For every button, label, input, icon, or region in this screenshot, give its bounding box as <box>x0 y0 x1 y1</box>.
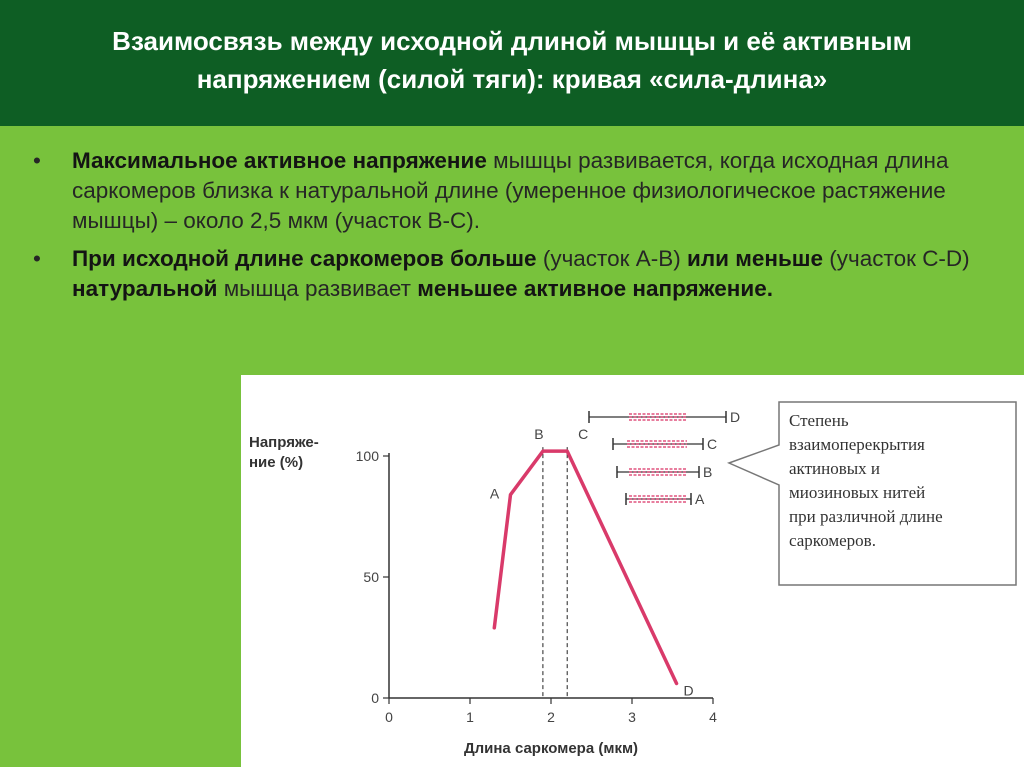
point-label-c: C <box>578 426 589 443</box>
bullet-2-text-2: (участок С-D) <box>823 246 970 271</box>
title-bar <box>0 0 1024 126</box>
bullet-1 <box>30 146 990 236</box>
schematic-label: B <box>703 464 713 480</box>
title-line-1: Взаимосвязь между исходной длиной мышцы и её активным <box>112 26 912 56</box>
point-label-b: B <box>534 426 544 443</box>
point-label-d: D <box>683 682 694 699</box>
x-tick-label: 0 <box>385 709 393 725</box>
callout-line: актиновых и <box>789 459 881 478</box>
callout-line: взаимоперекрытия <box>789 435 925 454</box>
x-tick-label: 4 <box>709 709 717 725</box>
title-line-2: напряжением (силой тяги): кривая «сила-длина» <box>196 64 828 94</box>
bullet-1-text: мышцы развивается, когда исходная длина саркомеров близка к натуральной длине (умеренное физиологическое растяжение мышцы) – около 2,5 мкм (участок B-C). <box>72 148 949 233</box>
figure-panel <box>241 375 1024 767</box>
callout-line: миозиновых нитей <box>789 483 926 502</box>
bullet-2-text-3: мышца развивает <box>217 276 418 301</box>
bullet-2 <box>30 244 990 304</box>
slide-title <box>32 22 992 98</box>
bullet-marker: • <box>33 148 41 173</box>
bullet-2-bold-4: меньшее активное напряжение. <box>417 276 773 301</box>
bullet-2-bold-3: натуральной <box>72 276 218 301</box>
callout-line: при различной длине <box>789 507 943 526</box>
x-tick-label: 2 <box>547 709 555 725</box>
bullet-2-bold-2: или меньше <box>686 246 824 271</box>
bullet-marker: • <box>33 246 41 271</box>
schematic-label: C <box>707 436 718 452</box>
callout-line: саркомеров. <box>789 531 876 550</box>
bullet-2-text-1: (участок А-В) <box>536 246 687 271</box>
schematic-label: D <box>730 409 741 425</box>
y-tick-label: 50 <box>363 569 379 585</box>
y-axis-label-line-1: Напряже- <box>249 434 319 451</box>
bullet-2-bold-1: При исходной длине саркомеров больше <box>72 246 537 271</box>
point-label-a: A <box>489 485 500 502</box>
y-tick-label: 100 <box>355 448 379 464</box>
bullet-1-bold: Максимальное активное напряжение <box>72 148 487 173</box>
callout-line: Степень <box>789 411 849 430</box>
x-axis-label: Длина саркомера (мкм) <box>463 740 639 757</box>
bullet-list <box>30 146 990 312</box>
callout-text <box>789 409 999 553</box>
x-tick-label: 3 <box>628 709 636 725</box>
y-tick-label: 0 <box>371 690 379 706</box>
schematic-label: A <box>695 491 705 507</box>
y-axis-label-line-2: ние (%) <box>249 454 304 471</box>
x-tick-label: 1 <box>466 709 474 725</box>
